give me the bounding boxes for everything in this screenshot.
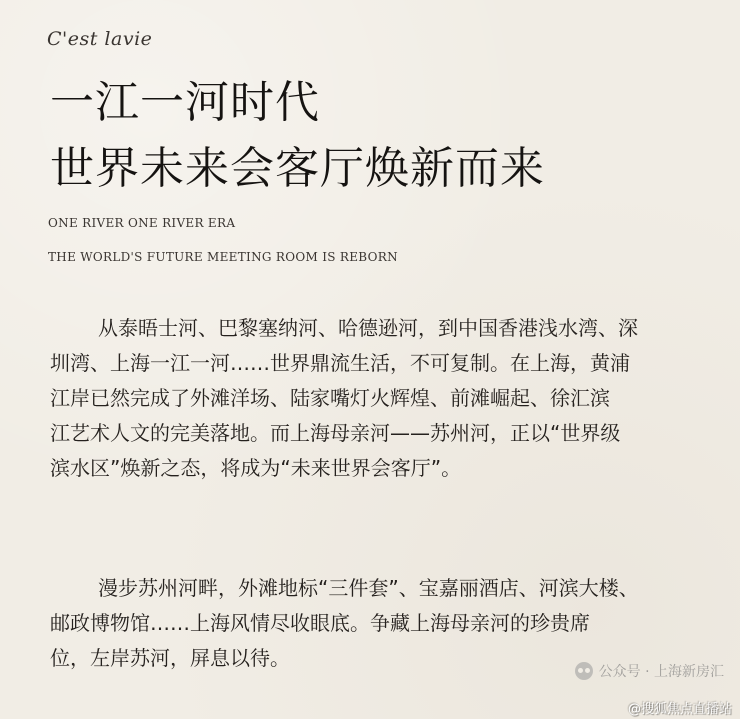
paragraph-1-line-1: 从泰晤士河、巴黎塞纳河、哈德逊河，到中国香港浅水湾、深: [98, 316, 638, 340]
wechat-watermark: [575, 661, 724, 681]
paragraph-1: [50, 311, 705, 486]
paragraph-1-line-2: 圳湾、上海一江一河……世界鼎流生活，不可复制。在上海，黄浦: [50, 351, 630, 375]
paragraph-1-line-5: 滨水区”焕新之态，将成为“未来世界会客厅”。: [50, 456, 462, 480]
wechat-icon: [575, 662, 593, 680]
main-title-line-1: 一江一河时代: [50, 77, 320, 128]
watermark-text: 公众号 · 上海新房汇: [598, 664, 724, 680]
main-title-line-2: 世界未来会客厅焕新而来: [50, 143, 545, 194]
paragraph-2-line-1: 漫步苏州河畔，外滩地标“三件套”、宝嘉丽酒店、河滨大楼、: [98, 576, 639, 600]
paragraph-1-line-4: 江艺术人文的完美落地。而上海母亲河——苏州河，正以“世界级: [50, 421, 621, 445]
source-tag: @搜狐焦点直播站: [627, 702, 732, 717]
subtitle-line-2: THE WORLD'S FUTURE MEETING ROOM IS REBORN: [48, 250, 398, 264]
paragraph-2-line-3: 位，左岸苏河，屏息以待。: [50, 646, 290, 670]
script-label: C'est lavie: [47, 28, 153, 50]
paragraph-1-line-3: 江岸已然完成了外滩洋场、陆家嘴灯火辉煌、前滩崛起、徐汇滨: [50, 386, 610, 410]
subtitle-line-1: ONE RIVER ONE RIVER ERA: [48, 216, 236, 230]
paragraph-2-line-2: 邮政博物馆……上海风情尽收眼底。争藏上海母亲河的珍贵席: [50, 611, 590, 635]
